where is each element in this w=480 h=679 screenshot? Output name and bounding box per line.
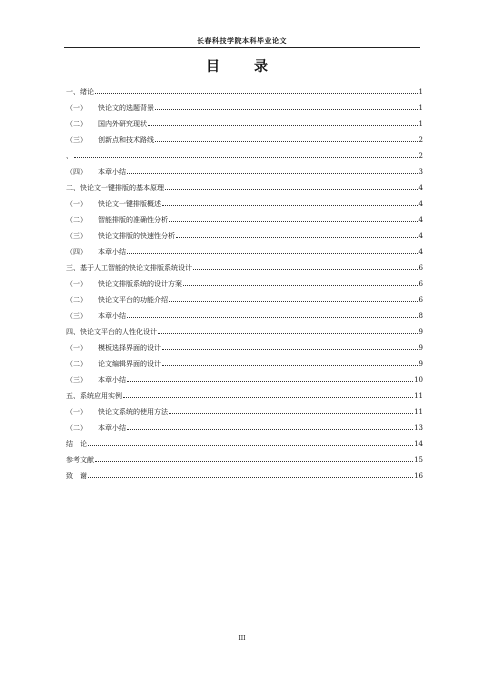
toc-leader-dots — [123, 397, 413, 398]
toc-entry-page: 1 — [418, 88, 423, 96]
toc-entry-page: 4 — [418, 184, 423, 192]
toc-entry[interactable] — [66, 128, 423, 144]
toc-entry-page: 6 — [418, 296, 423, 304]
toc-leader-dots — [169, 301, 418, 302]
toc-entry-page: 11 — [414, 392, 423, 400]
toc-entry[interactable] — [66, 192, 423, 208]
table-of-contents — [66, 80, 423, 480]
toc-entry-number: （四） — [66, 248, 87, 256]
toc-leader-dots — [95, 461, 413, 462]
toc-entry-page: 9 — [418, 328, 423, 336]
toc-entry-title: 一、绪论 — [66, 88, 94, 96]
toc-entry-page: 2 — [418, 136, 423, 144]
toc-leader-dots — [162, 365, 418, 366]
toc-leader-dots — [88, 445, 413, 446]
toc-entry-page: 4 — [418, 200, 423, 208]
toc-entry-number: （一） — [66, 280, 87, 288]
toc-entry-number: （二） — [66, 360, 87, 368]
toc-entry-number: （三） — [66, 232, 87, 240]
toc-entry-page: 1 — [418, 120, 423, 128]
toc-entry[interactable] — [66, 432, 423, 448]
toc-entry-title: 本章小结 — [98, 168, 126, 176]
toc-entry-title: 快论文平台的功能介绍 — [98, 296, 168, 304]
page-number: III — [238, 635, 246, 642]
toc-entry-title: 模板选择界面的设计 — [98, 344, 161, 352]
toc-entry[interactable] — [66, 256, 423, 272]
toc-leader-dots — [183, 285, 418, 286]
toc-entry-number: （一） — [66, 408, 87, 416]
toc-entry-title: 参考文献 — [66, 456, 94, 464]
toc-leader-dots — [155, 109, 418, 110]
toc-entry[interactable] — [66, 208, 423, 224]
toc-entry-number: （一） — [66, 200, 87, 208]
toc-entry-title: 本章小结 — [98, 248, 126, 256]
toc-entry-page: 4 — [418, 248, 423, 256]
toc-entry[interactable] — [66, 112, 423, 128]
toc-leader-dots — [165, 189, 418, 190]
toc-entry[interactable] — [66, 176, 423, 192]
toc-entry-page: 6 — [418, 280, 423, 288]
toc-entry[interactable] — [66, 288, 423, 304]
toc-entry-title: 三、基于人工智能的快论文排版系统设计 — [66, 264, 192, 272]
toc-entry-page: 8 — [418, 312, 423, 320]
toc-leader-dots — [148, 125, 418, 126]
toc-entry-number: （一） — [66, 344, 87, 352]
toc-entry[interactable] — [66, 368, 423, 384]
toc-entry-page: 3 — [418, 168, 423, 176]
toc-entry-number: （一） — [66, 104, 87, 112]
toc-entry[interactable] — [66, 80, 423, 96]
toc-entry-title: 结 论 — [66, 440, 87, 448]
toc-entry[interactable] — [66, 96, 423, 112]
toc-entry[interactable] — [66, 336, 423, 352]
toc-entry-page: 15 — [414, 456, 423, 464]
toc-entry-number: （二） — [66, 216, 87, 224]
toc-entry-page: 4 — [418, 216, 423, 224]
page-title: 目 录 — [206, 59, 278, 75]
toc-leader-dots — [162, 349, 418, 350]
toc-leader-dots — [193, 269, 418, 270]
toc-entry-page: 9 — [418, 360, 423, 368]
toc-entry-title: 快论文的选题背景 — [98, 104, 154, 112]
toc-entry-page: 10 — [414, 376, 423, 384]
toc-entry-title: 论文编辑界面的设计 — [98, 360, 161, 368]
toc-entry-title: 智能排版的准确性分析 — [98, 216, 168, 224]
toc-entry-title: 本章小结 — [98, 376, 126, 384]
toc-entry[interactable] — [66, 416, 423, 432]
toc-entry-number: （四） — [66, 168, 87, 176]
toc-entry[interactable] — [66, 464, 423, 480]
toc-entry-title: 四、快论文平台的人性化设计 — [66, 328, 157, 336]
toc-entry-title: 快论文一键排版概述 — [98, 200, 161, 208]
toc-leader-dots — [127, 429, 413, 430]
toc-entry-page: 6 — [418, 264, 423, 272]
toc-entry[interactable] — [66, 224, 423, 240]
toc-leader-dots — [176, 237, 418, 238]
toc-leader-dots — [162, 205, 418, 206]
toc-entry-title: 国内外研究现状 — [98, 120, 147, 128]
toc-entry[interactable] — [66, 144, 423, 160]
toc-entry[interactable] — [66, 352, 423, 368]
header-divider — [64, 47, 420, 48]
toc-entry[interactable] — [66, 400, 423, 416]
toc-entry[interactable] — [66, 160, 423, 176]
toc-entry[interactable] — [66, 272, 423, 288]
toc-entry-number: （三） — [66, 376, 87, 384]
toc-leader-dots — [158, 333, 418, 334]
toc-leader-dots — [169, 221, 418, 222]
toc-leader-dots — [127, 317, 418, 318]
toc-entry-page: 13 — [414, 424, 423, 432]
toc-entry-page: 2 — [418, 152, 423, 160]
toc-entry-number: （三） — [66, 312, 87, 320]
toc-entry-title: 致 谢 — [66, 472, 87, 480]
toc-leader-dots — [169, 413, 413, 414]
page-header: 长春科技学院本科毕业论文 — [197, 37, 287, 45]
toc-entry[interactable] — [66, 320, 423, 336]
toc-entry-number: （二） — [66, 424, 87, 432]
toc-entry-title: 二、快论文一键排版的基本原理 — [66, 184, 164, 192]
toc-entry-title: 本章小结 — [98, 424, 126, 432]
toc-leader-dots — [95, 93, 418, 94]
toc-entry-title: 快论文系统的使用方法 — [98, 408, 168, 416]
toc-entry-page: 14 — [414, 440, 423, 448]
toc-entry-title: 五、系统应用实例 — [66, 392, 122, 400]
toc-entry-page: 16 — [414, 472, 423, 480]
toc-leader-dots — [155, 141, 418, 142]
toc-leader-dots — [88, 477, 413, 478]
toc-entry-title: 本章小结 — [98, 312, 126, 320]
toc-leader-dots — [74, 157, 418, 158]
toc-entry-page: 4 — [418, 232, 423, 240]
toc-entry-page: 1 — [418, 104, 423, 112]
toc-entry[interactable] — [66, 240, 423, 256]
toc-entry[interactable] — [66, 448, 423, 464]
toc-leader-dots — [127, 173, 418, 174]
toc-leader-dots — [127, 381, 413, 382]
toc-entry-number: （二） — [66, 120, 87, 128]
toc-entry-page: 9 — [418, 344, 423, 352]
toc-entry[interactable] — [66, 384, 423, 400]
toc-entry-number: （三） — [66, 136, 87, 144]
toc-entry-title: 创新点和技术路线 — [98, 136, 154, 144]
toc-entry-title: 快论文排版的快速性分析 — [98, 232, 175, 240]
toc-leader-dots — [127, 253, 418, 254]
toc-entry-title: 、 — [66, 152, 73, 160]
toc-entry-page: 11 — [414, 408, 423, 416]
toc-entry-title: 快论文排版系统的设计方案 — [98, 280, 182, 288]
toc-entry-number: （二） — [66, 296, 87, 304]
toc-entry[interactable] — [66, 304, 423, 320]
